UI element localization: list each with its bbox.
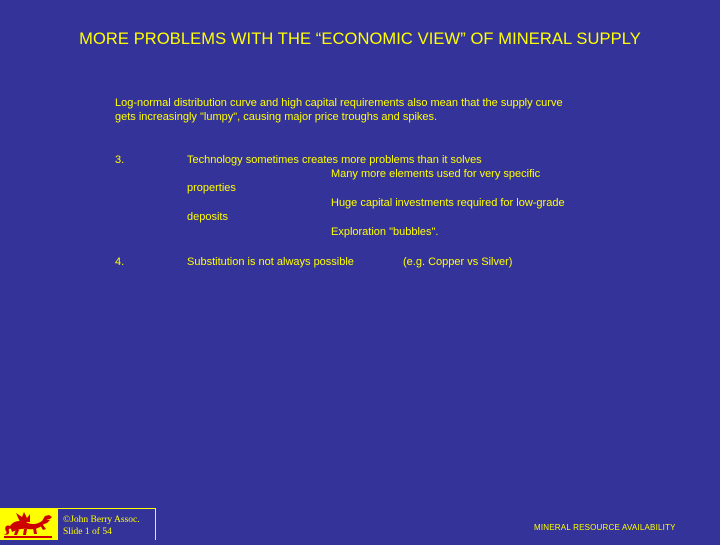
item-4-text: Substitution is not always possible [187,256,354,268]
slide-title: MORE PROBLEMS WITH THE “ECONOMIC VIEW” OF MINERAL SUPPLY [79,30,641,48]
item-3-line-4: Huge capital investments required for low-grade [331,197,565,209]
item-4-number: 4. [115,256,125,268]
item-3-line-2: Many more elements used for very specific [331,168,541,180]
copyright-box [57,508,156,540]
intro-line-2: gets increasingly "lumpy", causing major price troughs and spikes. [115,111,438,123]
item-3-number: 3. [115,154,125,166]
item-3-line-5: deposits [187,211,228,223]
logo [0,508,57,540]
intro-line-1: Log-normal distribution curve and high capital requirements also mean that the supply curve [115,97,563,109]
footer-label: MINERAL RESOURCE AVAILABILITY [534,523,676,532]
item-4-example: (e.g. Copper vs Silver) [403,256,513,268]
slide-counter: Slide 1 of 54 [63,527,112,537]
item-3-line-3: properties [187,182,236,194]
item-3-line-6: Exploration "bubbles". [331,226,439,238]
welsh-dragon-icon [0,508,57,540]
copyright-text: ©John Berry Assoc. [63,515,140,525]
item-3-line-1: Technology sometimes creates more problems than it solves [187,154,482,166]
